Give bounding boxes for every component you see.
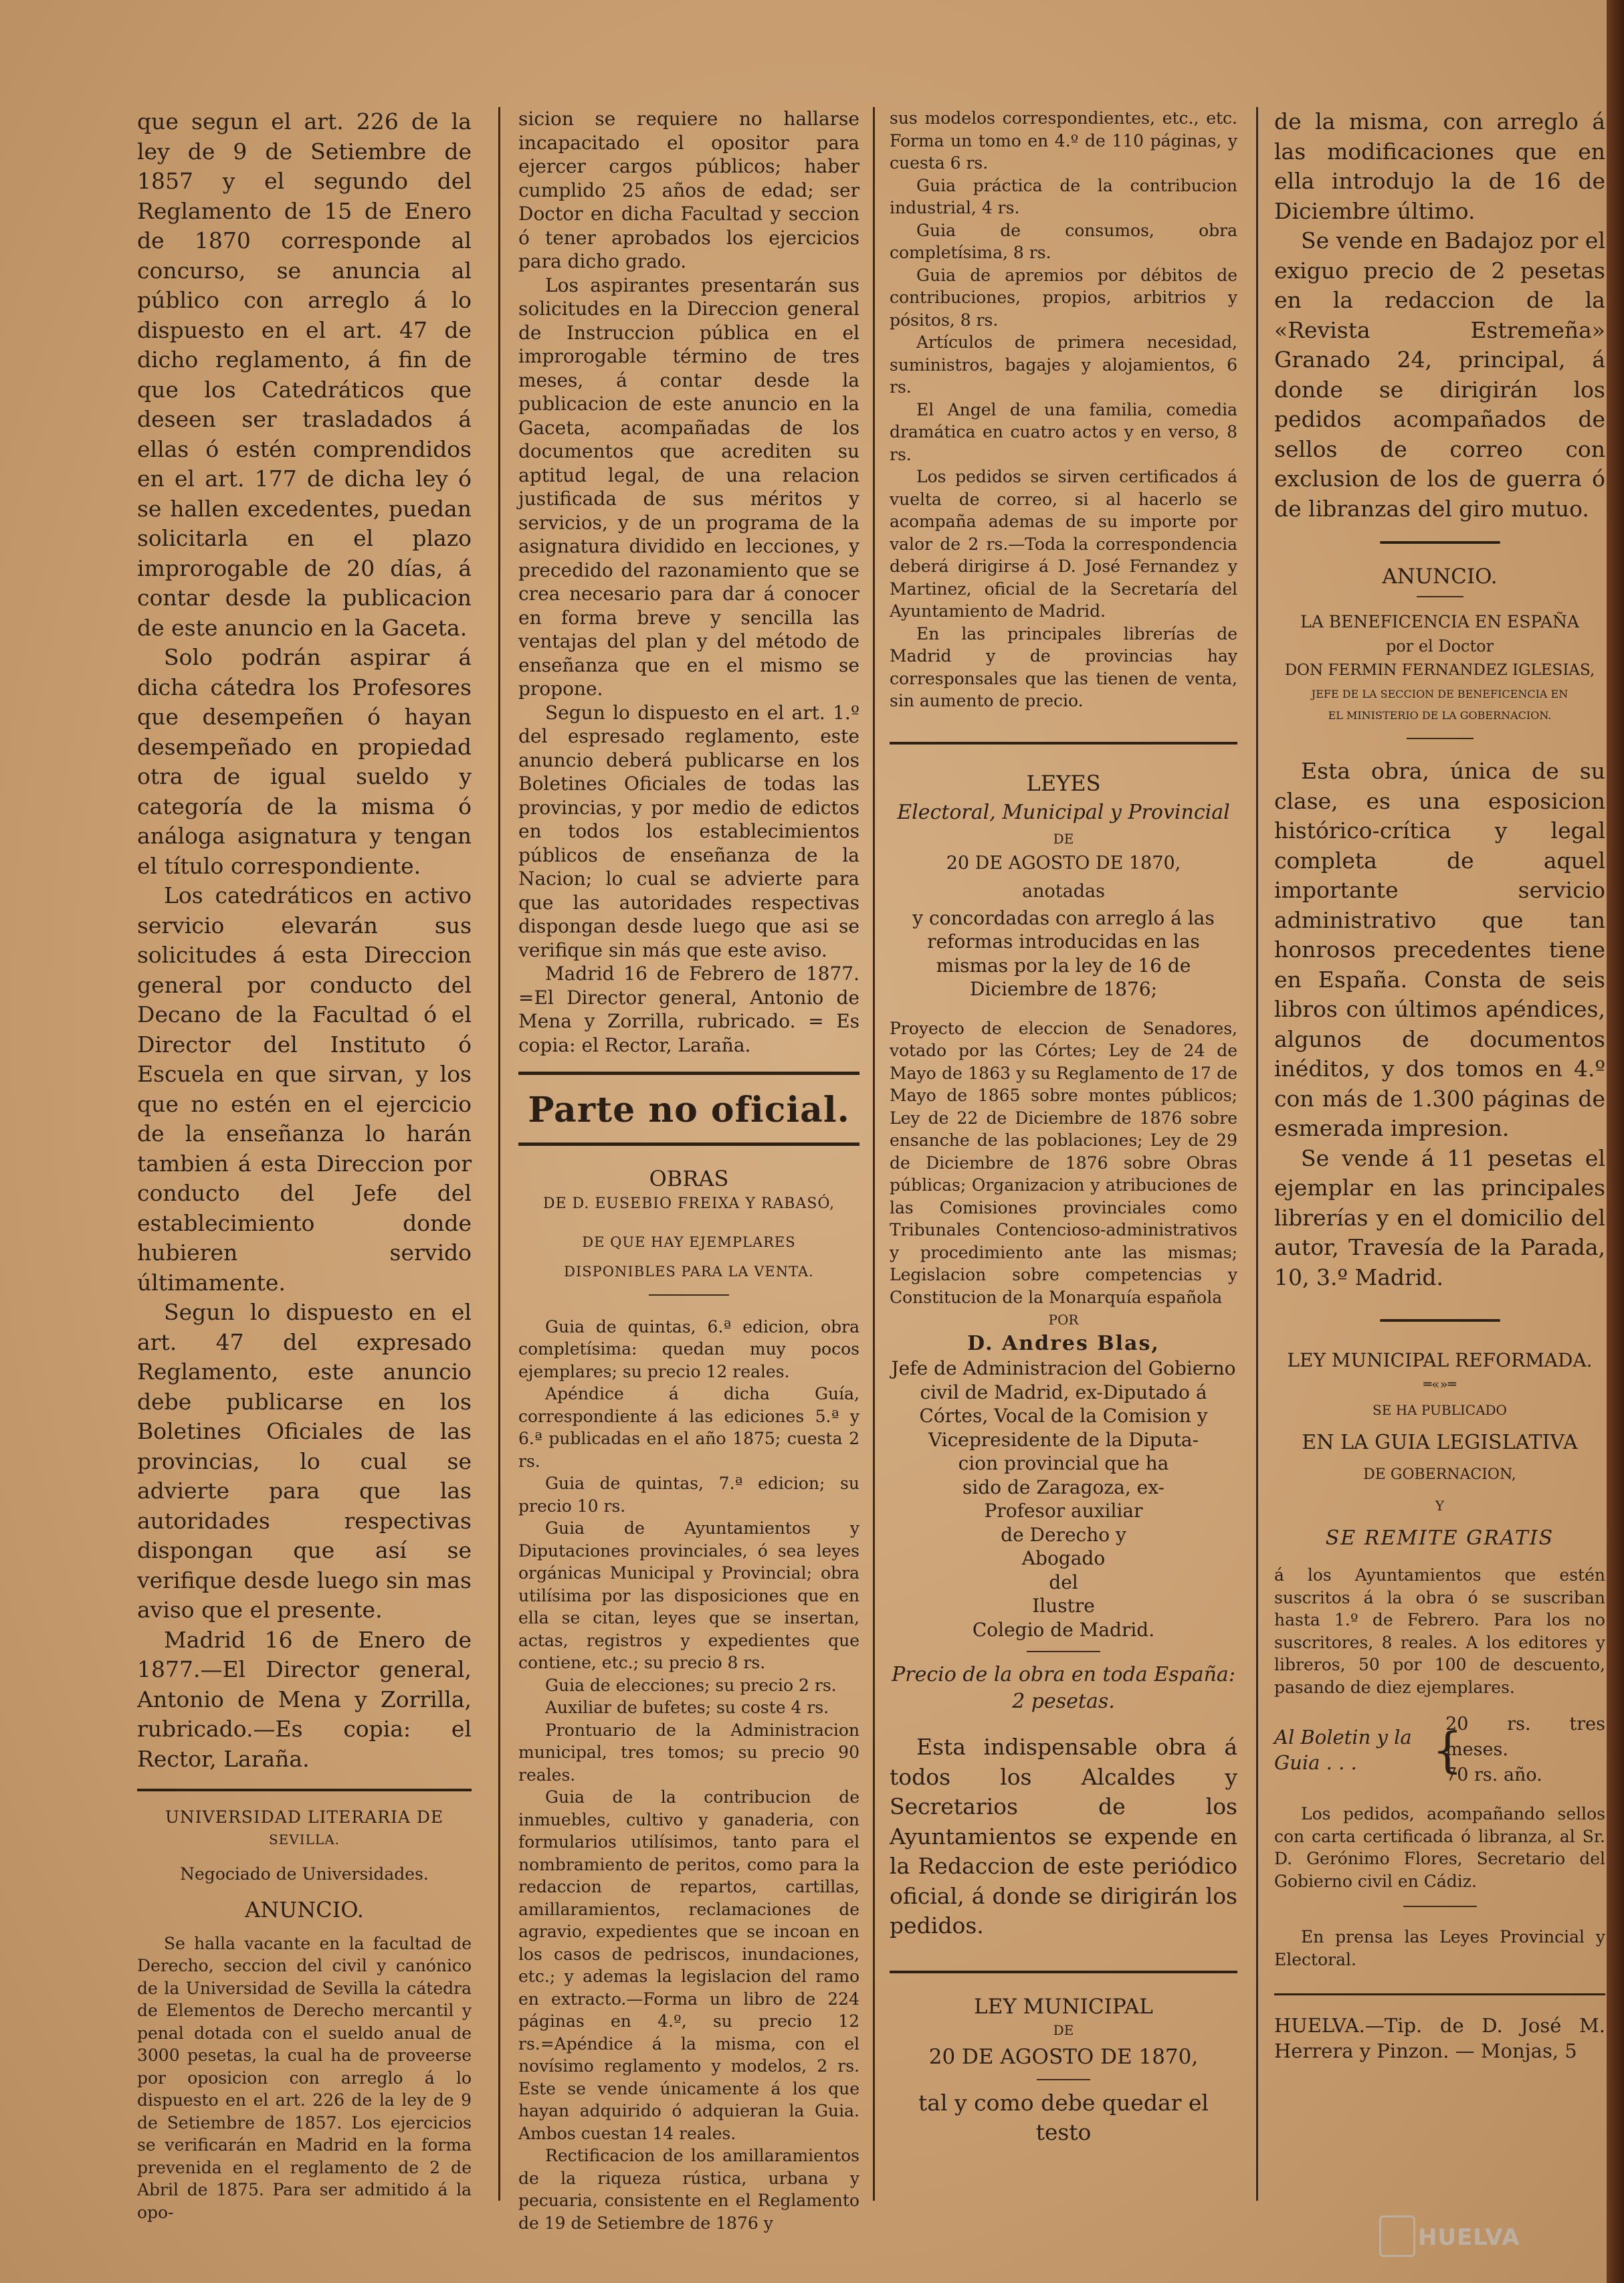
de-gobernacion: DE GOBERNACION,	[1363, 1466, 1516, 1483]
work-item: En las principales librerías de Madrid y de provincias hay corresponsales que las tienen de venta, sin aumento de precio.	[890, 623, 1237, 710]
work-item: sus modelos correspondientes, etc., etc. Forma un tomo en 4.º de 110 páginas, y cuesta 6 rs.	[890, 108, 1237, 173]
author-line: sido de Zaragoza, ex-	[962, 1476, 1164, 1498]
work-item: Guia práctica de la contribucion industrial, 4 rs.	[890, 175, 1237, 217]
short-divider	[1027, 1651, 1100, 1652]
beneficencia-por: por el Doctor	[1385, 637, 1494, 656]
price-label: Precio de la obra en toda España:	[892, 1663, 1235, 1686]
work-item: Guia de la contribucion de inmuebles, cultivo y ganaderia, con formularios utilísimos, tanto para el nombramiento de peritos, como para la redaccion de repartos, cartillas, amillaramientos, reclamaciones de agravio, expedientes que se incoan en los casos de pedriscos, inundaciones, etc.; y ademas la legislacion del ramo en extracto.—Forma un libro de 224 páginas en 4.º, su precio 12 rs.=Apéndice á la misma, con el novísimo reglamento y modelos, 2 rs. Este se vende únicamente á los que hayan adquirido ó adquieran la Guia. Ambos cuestan 14 reales.	[518, 1787, 859, 2143]
obras-heading: OBRAS	[649, 1166, 729, 1191]
col1-paragraph-4: Segun lo dispuesto en el art. 47 del expresado Reglamento, este anuncio debe publicarse en los Boletines Oficiales de las provincias, lo cual se advierte para que las autoridades respectivas dispongan que así se verifique desde luego sin mas aviso que el presente.	[137, 1299, 472, 1623]
column-rule-3	[1256, 107, 1258, 2201]
section-divider	[890, 1971, 1237, 1973]
leyes-heading: LEYES	[1026, 770, 1101, 796]
ley-reformada-heading: LEY MUNICIPAL REFORMADA.	[1287, 1349, 1593, 1371]
beneficencia-author-role: JEFE DE LA SECCION DE BENEFICENCIA EN	[1311, 688, 1568, 700]
column-3	[890, 107, 1237, 2147]
section-banner: Parte no oficial.	[528, 1090, 850, 1130]
col1-paragraph-3: Los catedráticos en activo servicio elevarán sus solicitudes á esta Direccion general por conducto del Decano de la Facultad ó el Director del Instituto ó Escuela en que sirvan, y los que no estén en el ejercicio de la enseñanza lo harán tambien á esta Direccion por conducto del Jefe del establecimiento donde hubieren servido últimamente.	[137, 882, 472, 1296]
work-item: Rectificacion de los amillaramientos de la riqueza rústica, urbana y pecuaria, consistente en el Reglamento de 19 de Setiembre de 1876 y	[518, 2146, 859, 2233]
col2-signature: Madrid 16 de Febrero de 1877. =El Director general, Antonio de Mena y Zorrilla, rubricado. = Es copia: el Rector, Laraña.	[518, 963, 859, 1056]
price-table-right	[1445, 1712, 1605, 1788]
university-city: SEVILLA.	[268, 1831, 340, 1848]
ley-municipal-tagline: tal y como debe quedar el testo	[918, 2089, 1209, 2145]
col1-paragraph-vacancy: Se halla vacante en la facultad de Derecho, seccion del civil y canónico de la Universidad de Sevilla la cátedra de Elementos de Derecho mercantil y penal dotada con el sueldo anual de 3000 pesetas, la cual ha de proveerse por oposicion con arreglo á lo dispuesto en el art. 226 de la ley de 9 de Setiembre de 1857. Los ejercicios se verificarán en Madrid en la forma prevenida en el reglamento de 2 de Abril de 1875. Para ser admitido á la opo-	[137, 1933, 472, 2222]
price-table-left	[1274, 1724, 1432, 1775]
ornamental-rule	[1380, 1319, 1500, 1322]
author-line: Profesor auxiliar	[984, 1500, 1143, 1522]
price-value: 2 pesetas.	[1012, 1690, 1115, 1713]
leyes-concordadas: y concordadas con arreglo á las reformas introducidas en las mismas por la ley de 16 de Diciembre de 1876;	[912, 906, 1215, 1000]
leyes-anotadas: anotadas	[1022, 880, 1105, 902]
column-1	[137, 107, 472, 2223]
col1-paragraph-2: Solo podrán aspirar á dicha cátedra los Profesores que desempeñen ó hayan desempeñado en propiedad otra de igual sueldo y categoría de la misma ó análoga asignatura y tengan el título correspondiente.	[137, 644, 472, 879]
col4-paragraph-1: de la misma, con arreglo á las modificaciones que en ella introdujo la de 16 de Diciembre último.	[1274, 108, 1605, 224]
anuncio-heading: ANUNCIO.	[1382, 565, 1498, 589]
archive-logo-icon	[1379, 2215, 1415, 2257]
work-item: Auxiliar de bufetes; su coste 4 rs.	[545, 1698, 829, 1717]
printer-imprint: HUELVA.—Tip. de D. José M. Herrera y Pinzon. — Monjas, 5	[1274, 2014, 1605, 2062]
negociado-heading: Negociado de Universidades.	[180, 1864, 429, 1884]
work-item: Guia de consumos, obra completísima, 8 rs.	[890, 220, 1237, 262]
anuncio-heading: ANUNCIO.	[245, 1896, 364, 1922]
col4-paragraph-5: á los Ayuntamientos que estén suscritos á la obra ó se suscriban hasta 1.º de Febrero. Para los no suscritores, 8 reales. A los editores y libreros, 50 por 100 de descuento, pasando de diez ejemplares.	[1274, 1565, 1605, 1697]
author-line: Córtes, Vocal de la Comision y	[919, 1405, 1208, 1427]
ley-municipal-date: 20 DE AGOSTO DE 1870,	[928, 2044, 1199, 2069]
author-name: D. Andres Blas,	[967, 1332, 1160, 1355]
author-line: Jefe de Administracion del Gobierno	[891, 1357, 1236, 1379]
banner-rule-top	[518, 1072, 859, 1075]
col4-paragraph-3: Esta obra, única de su clase, es una esposicion histórico-crítica y legal completa de aquel importante servicio administrativo que tan honrosos precedentes tiene en España. Consta de seis libros con últimos apéndices, algunos de documentos inéditos, y dos tomos en 4.º con más de 1.300 páginas de esmerada impresion.	[1274, 758, 1605, 1141]
works-list	[518, 1316, 859, 2235]
por-label: POR	[1048, 1312, 1079, 1328]
column-rule-1	[498, 107, 500, 2201]
work-item: Prontuario de la Administracion municipal, tres tomos; su precio 90 reales.	[518, 1720, 859, 1785]
col1-paragraph-1: que segun el art. 226 de la ley de 9 de Setiembre de 1857 y el segundo del Reglamento de 15 de Enero de 1870 corresponde al concurso, se anuncia al público con arreglo á lo dispuesto en el art. 47 de dicho reglamento, á fin de que los Catedráticos que deseen ser trasladados á ellas ó estén comprendidos en el art. 177 de dicha ley ó se hallen excedentes, puedan solicitarla en el plazo improrogable de 20 días, á contar desde la publicacion de este anuncio en la Gaceta.	[137, 108, 472, 641]
remite-gratis: SE REMITE GRATIS	[1325, 1526, 1554, 1550]
price-table-boletin: Al Boletin y la	[1274, 1726, 1412, 1749]
leyes-subheading: Electoral, Municipal y Provincial	[897, 800, 1230, 824]
section-divider	[137, 1789, 472, 1791]
publicado-label: SE HA PUBLICADO	[1373, 1402, 1507, 1418]
works-list-continued	[890, 107, 1237, 712]
obras-subheading: DE QUE HAY EJEMPLARES DISPONIBLES PARA LA VENTA.	[564, 1233, 814, 1280]
work-item: Los pedidos se sirven certificados á vuelta de correo, si al hacerlo se acompaña ademas de su importe por valor de 2 rs.—Toda la correspondencia deberá dirigirse á D. José Fernandez y Martinez, oficial de la Secretaría del Ayuntamiento de Madrid.	[890, 467, 1237, 621]
obras-author: DE D. EUSEBIO FREIXA Y RABASÓ,	[542, 1195, 835, 1212]
ley-reformada-ornament: ═«»═	[1423, 1376, 1456, 1392]
ley-municipal-heading: LEY MUNICIPAL	[974, 1994, 1153, 2019]
col2-paragraph-3: Segun lo dispuesto en el art. 1.º del espresado reglamento, este anuncio deberá publicarse en los Boletines Oficiales de todas las provincias, y por medio de edictos en todos los establecimientos públicos de enseñanza de la Nacion; lo cual se advierte para que las autoridades respectivas dispongan desde luego que asi se verifique sin más que este aviso.	[518, 701, 859, 961]
work-item: Guia de quintas, 7.ª edicion; su precio 10 rs.	[518, 1474, 859, 1516]
beneficencia-author: DON FERMIN FERNANDEZ IGLESIAS,	[1284, 662, 1595, 679]
guia-legislativa: EN LA GUIA LEGISLATIVA	[1302, 1431, 1578, 1454]
university-heading: UNIVERSIDAD LITERARIA DE	[165, 1807, 444, 1827]
page-edge-shadow	[1607, 0, 1624, 2283]
short-divider	[1037, 2079, 1090, 2080]
col4-paragraph-2: Se vende en Badajoz por el exiguo precio de 2 pesetas en la redaccion de la «Revista Estremeña» Granado 24, principal, á donde se dirigirán los pedidos acompañados de sellos de correo con exclusion de los de guerra ó de libranzas del giro mutuo.	[1274, 227, 1605, 522]
price-yearly: 70 rs. año.	[1445, 1765, 1542, 1785]
section-divider	[890, 742, 1237, 745]
price-quarterly: 20 rs. tres meses.	[1445, 1714, 1605, 1760]
author-description	[890, 1357, 1237, 1642]
col4-paragraph-6: Los pedidos, acompañando sellos con carta certificada ó libranza, al Sr. D. Gerónimo Flores, Secretario del Gobierno civil en Cádiz.	[1274, 1804, 1605, 1891]
work-item: Artículos de primera necesidad, suministros, bagajes y alojamientos, 6 rs.	[890, 332, 1237, 397]
short-divider	[649, 1294, 729, 1296]
work-item: Apéndice á dicha Guía, correspondiente á las ediciones 5.ª y 6.ª publicadas en el año 1875; cuesta 2 rs.	[518, 1384, 859, 1471]
col2-paragraph-2: Los aspirantes presentarán sus solicitudes en la Direccion general de Instruccion pública en el improrogable término de tres meses, á contar desde la publicacion de este anuncio en la Gaceta, acompañadas de los documentos que acrediten su aptitud legal, de una relacion justificada de sus méritos y servicios, y de un programa de la asignatura dividido en lecciones, y precedido del razonamiento que se crea necesario para dar á conocer en forma breve y sencilla las ventajas del plan y del método de enseñanza que en el mismo se propone.	[518, 274, 859, 700]
author-line: Abogado	[1021, 1547, 1106, 1569]
price-table-guia: Guia . . .	[1274, 1751, 1357, 1774]
leyes-sales-note: Esta indispensable obra á todos los Alcaldes y Secretarios de los Ayuntamientos se expende en la Redaccion de este periódico oficial, á donde se dirigirán los pedidos.	[890, 1734, 1237, 1939]
column-2	[518, 107, 859, 2234]
column-4	[1274, 107, 1605, 2064]
author-line: civil de Madrid, ex-Diputado á	[920, 1381, 1207, 1403]
author-line: de Derecho y	[1001, 1523, 1126, 1546]
col4-paragraph-4: Se vende á 11 pesetas el ejemplar en las principales librerías y en el domicilio del autor, Travesía de la Parada, 10, 3.º Madrid.	[1274, 1145, 1605, 1290]
author-line: Ilustre	[1032, 1595, 1095, 1617]
price-table-brace: {	[1432, 1722, 1463, 1778]
beneficencia-ministry: EL MINISTERIO DE LA GOBERNACION.	[1328, 709, 1552, 722]
author-line: Colegio de Madrid.	[972, 1618, 1155, 1641]
price-table	[1274, 1712, 1605, 1788]
work-item: Guia de elecciones; su precio 2 rs.	[545, 1675, 837, 1695]
col1-signature: Madrid 16 de Enero de 1877.—El Director general, Antonio de Mena y Zorrilla, rubricado.—Es copia: el Rector, Laraña.	[137, 1626, 472, 1772]
author-line: del	[1049, 1571, 1078, 1593]
leyes-de: DE	[1053, 830, 1074, 847]
short-divider	[1417, 596, 1463, 597]
author-line: cion provincial que ha	[958, 1452, 1169, 1474]
short-divider	[1403, 1906, 1477, 1907]
author-line: Vicepresidente de la Diputa-	[928, 1428, 1199, 1451]
beneficencia-title: LA BENEFICENCIA EN ESPAÑA	[1300, 612, 1579, 631]
work-item: Guia de quintas, 6.ª edicion, obra completísima: quedan muy pocos ejemplares; su precio 12 reales.	[518, 1316, 859, 1381]
work-item: Guia de apremios por débitos de contribuciones, propios, arbitrios y pósitos, 8 rs.	[890, 265, 1237, 330]
work-item: El Angel de una familia, comedia dramática en cuatro actos y en verso, 8 rs.	[890, 399, 1237, 464]
leyes-date: 20 DE AGOSTO DE 1870,	[946, 852, 1181, 874]
ley-municipal-de: DE	[1053, 2021, 1074, 2038]
short-divider	[1407, 738, 1474, 739]
leyes-contents: Proyecto de eleccion de Senadores, votado por las Córtes; Ley de 24 de Mayo de 1863 y su Reglamento de 17 de Mayo de 1865 sobre montes públicos; Ley de 22 de Diciembre de 1876 sobre ensanche de las poblaciones; Ley de 29 de Diciembre de 1876 sobre Obras públicas; Organizacion y atribuciones de las Comisiones provinciales como Tribunales Contencioso-administrativos y procedimiento ante las mismas; Legislacion sobre competencias y Constitucion de la Monarquía española	[890, 1018, 1237, 1307]
col2-paragraph-1: sicion se requiere no hallarse incapacitado el opositor para ejercer cargos públicos; haber cumplido 25 años de edad; ser Doctor en dicha Facultad y seccion ó tener aprobados los ejercicios para dicho grado.	[518, 108, 859, 272]
column-rule-2	[873, 107, 875, 2201]
y-conjunction: Y	[1435, 1498, 1445, 1514]
work-item: Guia de Ayuntamientos y Diputaciones provinciales, ó sea leyes orgánicas Municipal y Provincial; obra utilísima por las disposiciones que en ella se citan, leyes que se insertan, actas, registros y expedientes que contiene, etc.; su precio 8 rs.	[518, 1518, 859, 1672]
col4-paragraph-7: En prensa las Leyes Provincial y Electoral.	[1274, 1927, 1605, 1969]
imprint-rule	[1274, 1993, 1605, 1995]
ornamental-rule	[1380, 541, 1500, 544]
banner-rule-bottom	[518, 1143, 859, 1146]
archive-watermark: HUELVA	[1418, 2224, 1520, 2251]
